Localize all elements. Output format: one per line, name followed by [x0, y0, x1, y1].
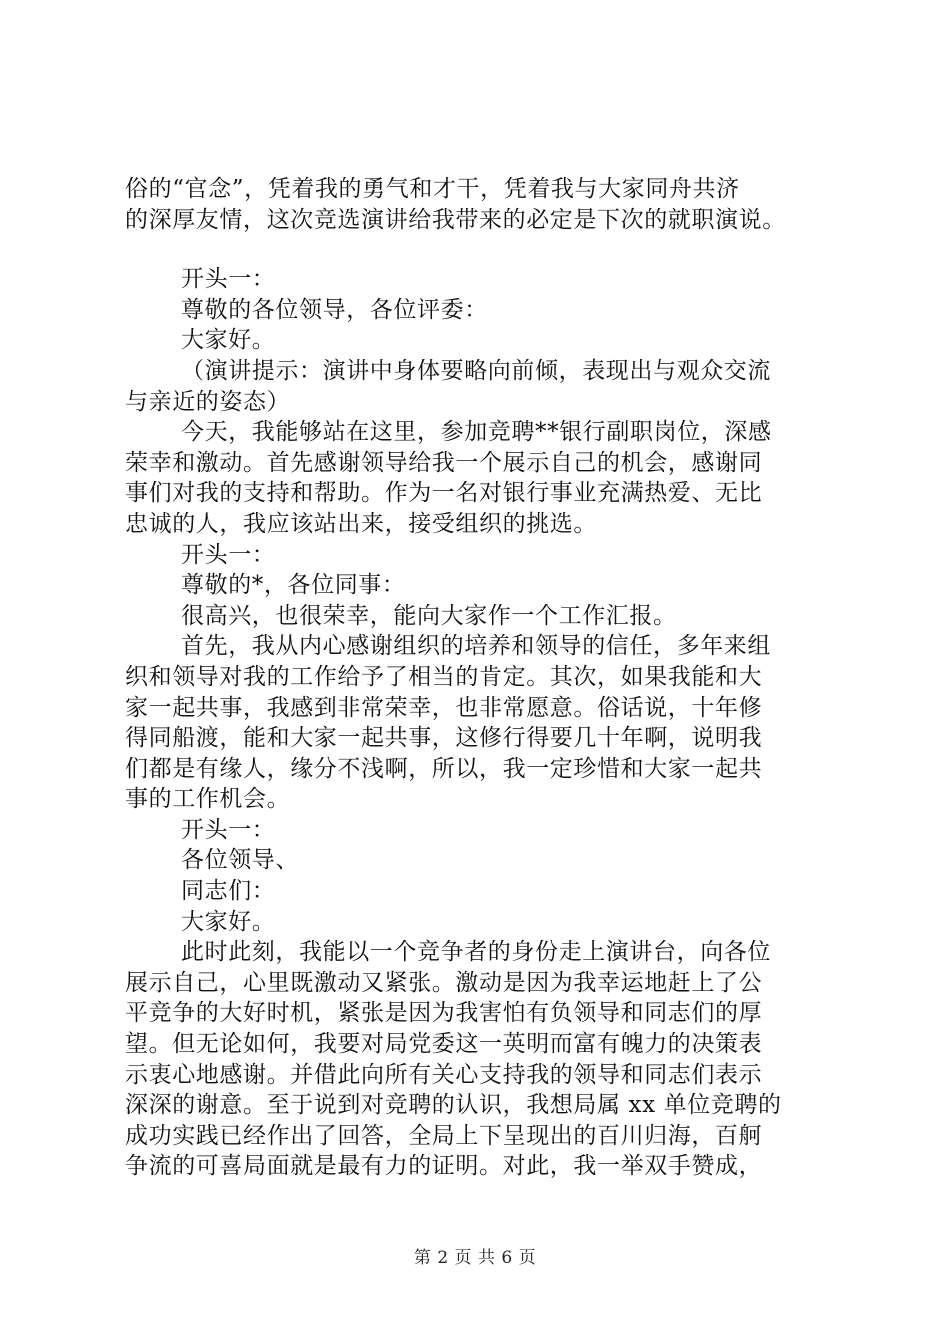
text-line: 得同船渡，能和大家一起共事，这修行得要几十年啊，说明我 — [125, 725, 763, 752]
text-line: 展示自己，心里既激动又紧张。激动是因为我幸运地赶上了公 — [125, 969, 763, 996]
text-line: 织和领导对我的工作给予了相当的肯定。其次，如果我能和大 — [125, 663, 763, 690]
text-line: 事们对我的支持和帮助。作为一名对银行事业充满热爱、无比 — [125, 480, 763, 507]
paragraph-gap — [125, 235, 845, 264]
text-line: 此时此刻，我能以一个竞争者的身份走上演讲台，向各位 — [181, 939, 771, 966]
text-line: 大家好。 — [181, 908, 276, 935]
text-line: 各位领导、 — [181, 847, 299, 874]
text-line: 争流的可喜局面就是最有力的证明。对此，我一举双手赞成， — [125, 1153, 763, 1180]
text-line: 平竞争的大好时机，紧张是因为我害怕有负领导和同志们的厚 — [125, 1000, 763, 1027]
text-line: 示衷心地感谢。并借此向所有关心支持我的领导和同志们表示 — [125, 1061, 763, 1088]
text-line: 大家好。 — [181, 327, 276, 354]
page-footer: 第 2 页 共 6 页 — [413, 1248, 537, 1268]
text-line: 俗的“官念”，凭着我的勇气和才干，凭着我与大家同舟共济 — [125, 176, 740, 202]
text-line: 开头一： — [181, 816, 276, 843]
text-line: 尊敬的*，各位同事： — [181, 572, 406, 599]
text-line: 荣幸和激动。首先感谢领导给我一个展示自己的机会，感谢同 — [125, 449, 763, 476]
text-line: 家一起共事，我感到非常荣幸，也非常愿意。俗话说，十年修 — [125, 694, 763, 721]
document-body — [125, 174, 845, 1182]
text-line: （演讲提示：演讲中身体要略向前倾，表现出与观众交流 — [181, 357, 771, 384]
text-line: 很高兴，也很荣幸，能向大家作一个工作汇报。 — [181, 602, 677, 629]
text-line: 们都是有缘人，缘分不浅啊，所以，我一定珍惜和大家一起共 — [125, 755, 763, 782]
text-line: 成功实践已经作出了回答，全局上下呈现出的百川归海，百舸 — [125, 1122, 763, 1149]
text-line: 开头一： — [181, 266, 276, 293]
text-line: 深深的谢意。至于说到对竞聘的认识，我想局属 xx 单位竞聘的 — [125, 1092, 782, 1119]
text-line: 首先，我从内心感谢组织的培养和领导的信任，多年来组 — [181, 633, 771, 660]
text-line: 的深厚友情，这次竞选演讲给我带来的必定是下次的就职演说。 — [125, 206, 786, 233]
text-line: 望。但无论如何，我要对局党委这一英明而富有魄力的决策表 — [125, 1031, 763, 1058]
text-line: 忠诚的人，我应该站出来，接受组织的挑选。 — [125, 510, 597, 537]
text-line: 事的工作机会。 — [125, 786, 291, 813]
text-line: 今天，我能够站在这里，参加竞聘**银行副职岗位，深感 — [181, 419, 772, 446]
text-line: 开头一： — [181, 541, 276, 568]
text-line: 与亲近的姿态） — [125, 388, 291, 415]
text-line: 尊敬的各位领导，各位评委： — [181, 296, 488, 323]
text-line: 同志们： — [181, 878, 276, 905]
